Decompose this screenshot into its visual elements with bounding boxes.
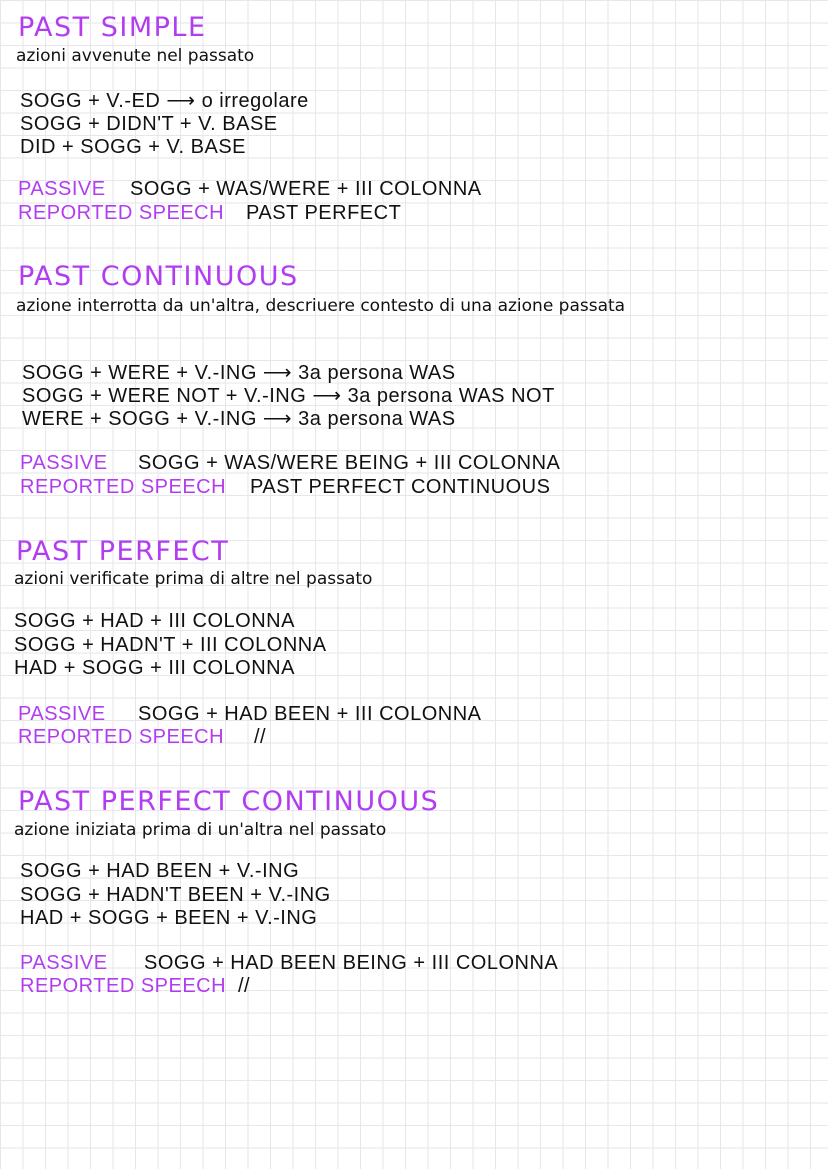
affirmative-rule: SOGG + WERE + V.-ING ⟶ 3a persona WAS xyxy=(22,362,456,384)
reported-speech-row xyxy=(20,476,550,499)
reported-speech-label: REPORTED SPEECH xyxy=(20,476,227,498)
affirmative-rule: SOGG + HAD BEEN + V.-ING xyxy=(20,860,300,882)
negative-rule: SOGG + HADN'T + III COLONNA xyxy=(14,634,327,656)
passive-value: SOGG + WAS/WERE BEING + III COLONNA xyxy=(138,452,561,474)
reported-speech-row xyxy=(18,202,401,225)
passive-value: SOGG + HAD BEEN + III COLONNA xyxy=(138,703,482,725)
passive-label: PASSIVE xyxy=(18,178,106,200)
negative-rule: SOGG + HADN'T BEEN + V.-ING xyxy=(20,884,331,906)
section-title: PAST CONTINUOUS xyxy=(18,261,299,292)
section-description: azioni verificate prima di altre nel passato xyxy=(14,569,373,589)
passive-value: SOGG + WAS/WERE + III COLONNA xyxy=(130,178,482,200)
reported-speech-value: PAST PERFECT CONTINUOUS xyxy=(250,476,551,498)
negative-rule: SOGG + DIDN'T + V. BASE xyxy=(20,113,278,135)
reported-speech-value: PAST PERFECT xyxy=(246,202,402,224)
negative-rule: SOGG + WERE NOT + V.-ING ⟶ 3a persona WAS NOT xyxy=(22,385,555,407)
interrogative-rule: HAD + SOGG + BEEN + V.-ING xyxy=(20,907,318,929)
passive-row xyxy=(20,952,558,975)
passive-label: PASSIVE xyxy=(20,952,108,974)
passive-label: PASSIVE xyxy=(20,452,108,474)
section-description: azione iniziata prima di un'altra nel passato xyxy=(14,820,387,840)
passive-row xyxy=(18,703,481,726)
interrogative-rule: WERE + SOGG + V.-ING ⟶ 3a persona WAS xyxy=(22,408,456,430)
passive-label: PASSIVE xyxy=(18,703,106,725)
section-description: azione interrotta da un'altra, descriuere contesto di una azione passata xyxy=(16,296,626,316)
reported-speech-value: // xyxy=(238,975,251,997)
interrogative-rule: HAD + SOGG + III COLONNA xyxy=(14,657,295,679)
reported-speech-value: // xyxy=(254,726,267,748)
reported-speech-row xyxy=(20,975,250,998)
passive-row xyxy=(18,178,482,201)
passive-value: SOGG + HAD BEEN BEING + III COLONNA xyxy=(144,952,559,974)
interrogative-rule: DID + SOGG + V. BASE xyxy=(20,136,247,158)
section-description: azioni avvenute nel passato xyxy=(16,46,255,66)
section-title: PAST PERFECT CONTINUOUS xyxy=(18,786,440,817)
reported-speech-label: REPORTED SPEECH xyxy=(20,975,227,997)
affirmative-rule: SOGG + HAD + III COLONNA xyxy=(14,610,295,632)
reported-speech-label: REPORTED SPEECH xyxy=(18,726,225,748)
affirmative-rule: SOGG + V.-ED ⟶ o irregolare xyxy=(20,90,309,112)
passive-row xyxy=(20,452,560,475)
reported-speech-label: REPORTED SPEECH xyxy=(18,202,225,224)
section-title: PAST SIMPLE xyxy=(18,12,207,43)
reported-speech-row xyxy=(18,726,266,749)
section-title: PAST PERFECT xyxy=(16,536,230,567)
